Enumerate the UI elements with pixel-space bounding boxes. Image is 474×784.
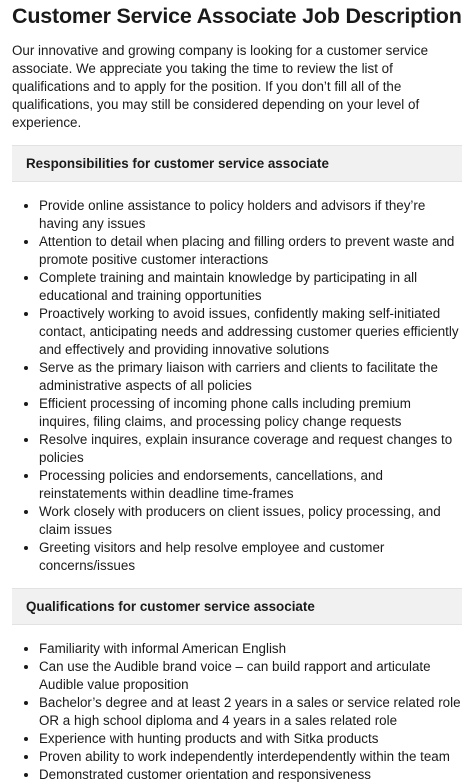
list-item: • Work closely with producers on client issues, policy processing, and claim issues [39,503,462,539]
list-item: • Proactively working to avoid issues, confidently making self-initiated contact, anticipating needs and addressing customer queries efficiently and effectively and providing innovative solutions [39,305,462,359]
list-item: • Familiarity with informal American English [39,640,462,658]
list-item: • Resolve inquires, explain insurance coverage and request changes to policies [39,431,462,467]
list-item: • Proven ability to work independently interdependently within the team [39,748,462,766]
intro-paragraph: Our innovative and growing company is looking for a customer service associate. We appreciate you taking the time to review the list of qualifications and to apply for the position. If you don’t fill all of the qualifications, you may still be considered depending on your level of experience. [12,43,429,130]
list-item: • Bachelor’s degree and at least 2 years in a sales or service related role OR a high school diploma and 4 years in a sales related role [39,694,462,730]
page-title: Customer Service Associate Job Description [12,4,462,28]
list-item: • Demonstrated customer orientation and responsiveness [39,766,462,784]
list-item: • Processing policies and endorsements, cancellations, and reinstatements within deadline time-frames [39,467,462,503]
list-item: • Provide online assistance to policy holders and advisors if they’re having any issues [39,197,462,233]
list-item: • Complete training and maintain knowledge by participating in all educational and training opportunities [39,269,462,305]
list-item: • Efficient processing of incoming phone calls including premium inquires, filing claims, and processing policy change requests [39,395,462,431]
qualifications-list [12,640,462,784]
list-item: • Attention to detail when placing and filling orders to prevent waste and promote positive customer interactions [39,233,462,269]
responsibilities-header: Responsibilities for customer service associate [12,145,462,182]
list-item: • Greeting visitors and help resolve employee and customer concerns/issues [39,539,462,575]
list-item: • Experience with hunting products and with Sitka products [39,730,462,748]
qualifications-header: Qualifications for customer service associate [12,588,462,625]
list-item: • Serve as the primary liaison with carriers and clients to facilitate the administrative aspects of all policies [39,359,462,395]
list-item: • Can use the Audible brand voice – can build rapport and articulate Audible value proposition [39,658,462,694]
responsibilities-list [12,197,462,575]
